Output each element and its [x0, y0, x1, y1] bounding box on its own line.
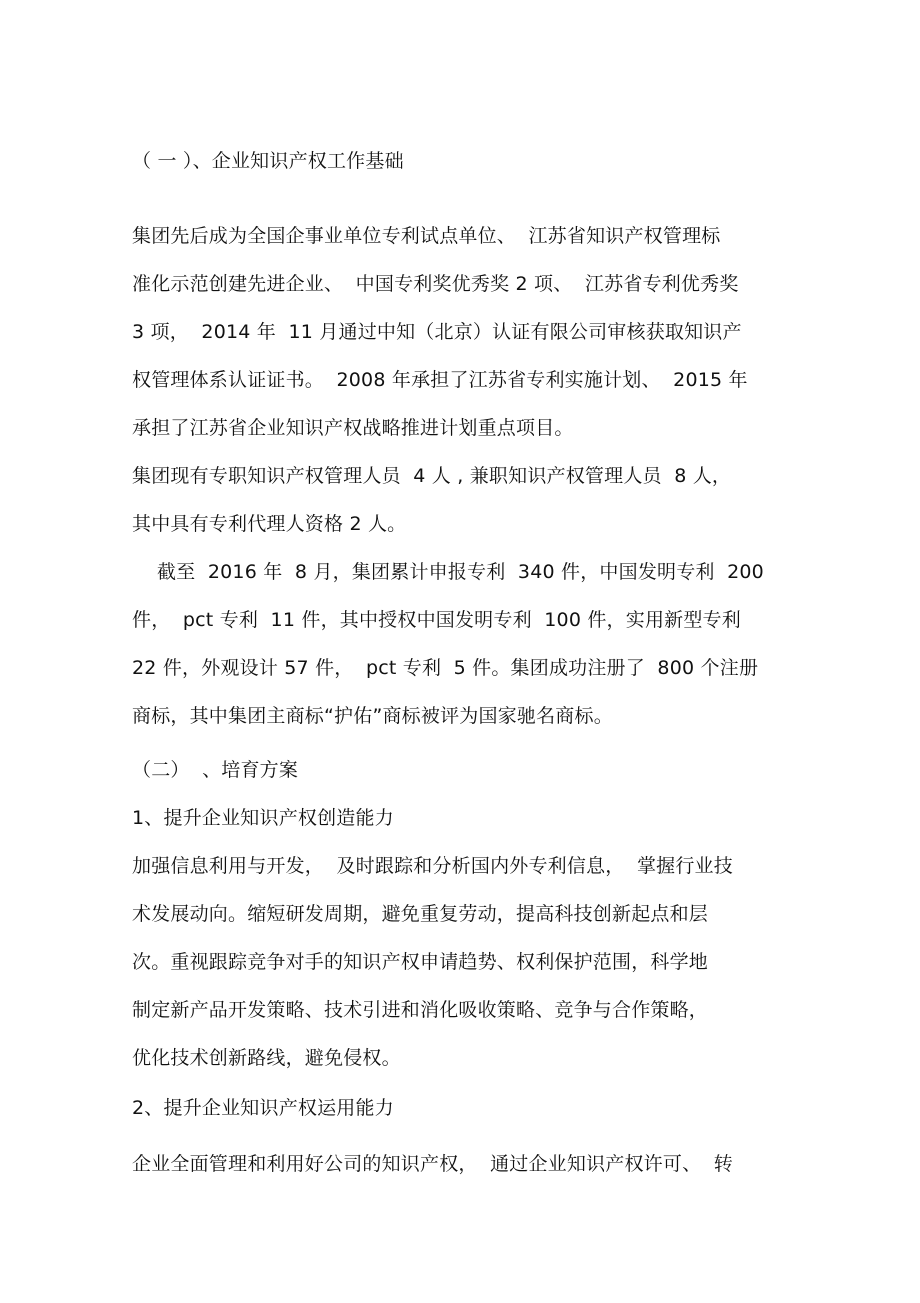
subsection-heading-2: 2、提升企业知识产权运用能力 [132, 1097, 394, 1119]
paragraph-line: 截至 2016 年 8 月，集团累计申报专利 340 件，中国发明专利 200 [132, 561, 764, 583]
paragraph-line: 件， pct 专利 11 件，其中授权中国发明专利 100 件，实用新型专利 [132, 609, 741, 631]
paragraph-line: 22 件，外观设计 57 件， pct 专利 5 件。集团成功注册了 800 个注册 [132, 657, 759, 679]
paragraph-line: 3 项， 2014 年 11 月通过中知（北京）认证有限公司审核获取知识产 [132, 321, 742, 343]
paragraph-line: 集团先后成为全国企事业单位专利试点单位、 江苏省知识产权管理标 [132, 225, 721, 247]
paragraph-line: 次。重视跟踪竞争对手的知识产权申请趋势、权利保护范围，科学地 [132, 951, 709, 973]
paragraph-line: 制定新产品开发策略、技术引进和消化吸收策略、竞争与合作策略， [132, 999, 709, 1021]
paragraph-line: 权管理体系认证证书。 2008 年承担了江苏省专利实施计划、 2015 年 [132, 369, 748, 391]
paragraph-line: 企业全面管理和利用好公司的知识产权， 通过企业知识产权许可、 转 [132, 1153, 733, 1175]
section-heading-2: （二） 、培育方案 [132, 759, 299, 781]
section-heading-1: （ 一 ）、企业知识产权工作基础 [132, 150, 404, 172]
paragraph-line: 集团现有专职知识产权管理人员 4 人 , 兼职知识产权管理人员 8 人， [132, 465, 732, 487]
paragraph-line: 商标，其中集团主商标“护佑”商标被评为国家驰名商标。 [132, 705, 613, 727]
paragraph-line: 准化示范创建先进企业、 中国专利奖优秀奖 2 项、 江苏省专利优秀奖 [132, 273, 739, 295]
paragraph-line: 其中具有专利代理人资格 2 人。 [132, 513, 407, 535]
paragraph-line: 承担了江苏省企业知识产权战略推进计划重点项目。 [132, 417, 574, 439]
paragraph-line: 加强信息利用与开发， 及时跟踪和分析国内外专利信息， 掌握行业技 [132, 855, 733, 877]
paragraph-line: 优化技术创新路线，避免侵权。 [132, 1047, 401, 1069]
paragraph-line: 术发展动向。缩短研发周期，避免重复劳动，提高科技创新起点和层 [132, 903, 709, 925]
subsection-heading-1: 1、提升企业知识产权创造能力 [132, 807, 394, 829]
